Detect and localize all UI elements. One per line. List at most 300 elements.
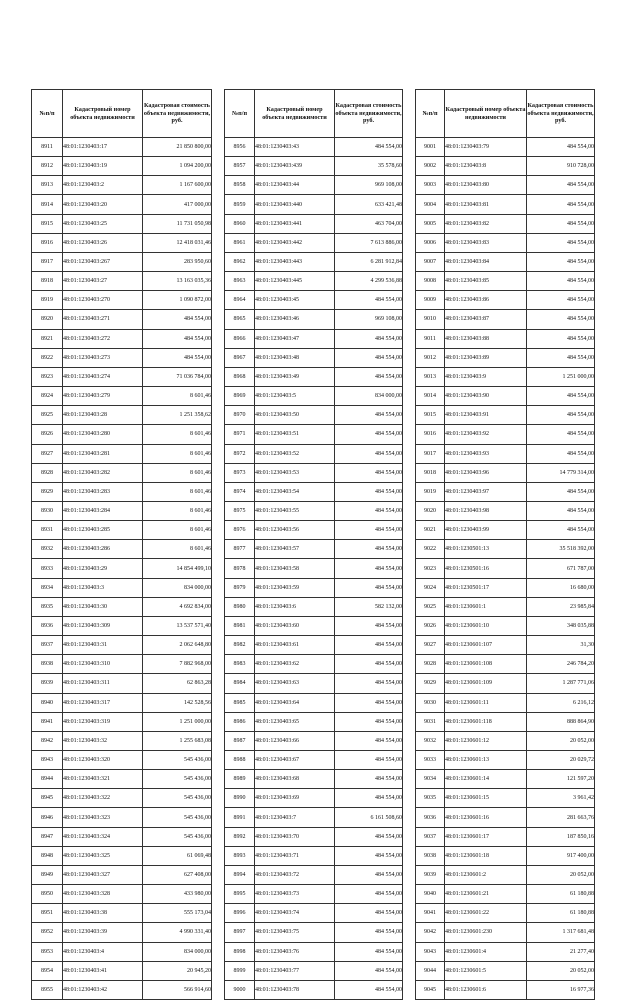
- cadastral-number: 48:01:1230403:96: [445, 463, 527, 482]
- table-row: [32, 808, 212, 827]
- cadastral-value: 484 554,00: [527, 138, 595, 157]
- table-row: [225, 176, 403, 195]
- cadastral-table-left: [31, 89, 212, 1000]
- cadastral-number: 48:01:1230403:93: [445, 444, 527, 463]
- cadastral-value: 7 882 968,00: [143, 655, 212, 674]
- row-number: 9020: [416, 501, 445, 520]
- cadastral-number: 48:01:1230403:73: [255, 885, 335, 904]
- cadastral-value: 627 408,00: [143, 865, 212, 884]
- cadastral-number: 48:01:1230403:4: [63, 942, 143, 961]
- row-number: 8963: [225, 272, 255, 291]
- cadastral-number: 48:01:1230403:79: [445, 138, 527, 157]
- table-row: [225, 501, 403, 520]
- row-number: 8949: [32, 865, 63, 884]
- cadastral-number: 48:01:1230403:32: [63, 731, 143, 750]
- cadastral-number: 48:01:1230601:4: [445, 942, 527, 961]
- row-number: 8999: [225, 961, 255, 980]
- table-row: [416, 521, 595, 540]
- cadastral-value: 566 914,60: [143, 980, 212, 999]
- cadastral-number: 48:01:1230601:17: [445, 827, 527, 846]
- cadastral-value: 969 108,00: [335, 310, 403, 329]
- table-row: [225, 751, 403, 770]
- table-row: [32, 252, 212, 271]
- cadastral-value: 4 299 536,88: [335, 272, 403, 291]
- row-number: 8943: [32, 751, 63, 770]
- table-row: [225, 597, 403, 616]
- table-row: [32, 291, 212, 310]
- cadastral-value: 484 554,00: [335, 291, 403, 310]
- table-row: [32, 827, 212, 846]
- cadastral-value: 484 554,00: [335, 406, 403, 425]
- table-row: [225, 827, 403, 846]
- row-number: 8959: [225, 195, 255, 214]
- cadastral-number: 48:01:1230403:327: [63, 865, 143, 884]
- row-number: 9037: [416, 827, 445, 846]
- cadastral-number: 48:01:1230403:88: [445, 329, 527, 348]
- cadastral-value: 61 180,88: [527, 885, 595, 904]
- table-row: [225, 540, 403, 559]
- table-row: [225, 674, 403, 693]
- row-number: 8941: [32, 712, 63, 731]
- cadastral-value: 484 554,00: [335, 425, 403, 444]
- table-row: [416, 865, 595, 884]
- cadastral-number: 48:01:1230403:97: [445, 482, 527, 501]
- cadastral-value: 6 161 508,60: [335, 808, 403, 827]
- cadastral-number: 48:01:1230403:65: [255, 712, 335, 731]
- row-number: 8916: [32, 233, 63, 252]
- cadastral-value: 8 601,46: [143, 387, 212, 406]
- cadastral-number: 48:01:1230403:272: [63, 329, 143, 348]
- table-row: [225, 387, 403, 406]
- row-number: 8934: [32, 578, 63, 597]
- table-row: [416, 367, 595, 386]
- table-row: [32, 751, 212, 770]
- cadastral-value: 21 850 800,00: [143, 138, 212, 157]
- row-number: 8966: [225, 329, 255, 348]
- row-number: 9026: [416, 616, 445, 635]
- table-row: [32, 693, 212, 712]
- table-row: [225, 482, 403, 501]
- table-row: [416, 674, 595, 693]
- table-row: [32, 540, 212, 559]
- cadastral-value: 8 601,46: [143, 463, 212, 482]
- cadastral-value: 281 663,76: [527, 808, 595, 827]
- table-row: [416, 597, 595, 616]
- row-number: 9033: [416, 751, 445, 770]
- row-number: 9021: [416, 521, 445, 540]
- cadastral-value: 484 554,00: [143, 348, 212, 367]
- row-number: 8968: [225, 367, 255, 386]
- cadastral-value: 484 554,00: [335, 865, 403, 884]
- row-number: 9025: [416, 597, 445, 616]
- cadastral-value: 545 436,00: [143, 770, 212, 789]
- header-cadastral-value: Кадастровая стоимость объекта недвижимости, руб.: [143, 90, 212, 138]
- table-row: [416, 291, 595, 310]
- row-number: 9001: [416, 138, 445, 157]
- cadastral-value: 14 779 314,00: [527, 463, 595, 482]
- table-row: [225, 578, 403, 597]
- row-number: 8925: [32, 406, 63, 425]
- cadastral-number: 48:01:1230601:107: [445, 636, 527, 655]
- table-row: [416, 272, 595, 291]
- cadastral-value: 484 554,00: [335, 616, 403, 635]
- cadastral-value: 484 554,00: [527, 387, 595, 406]
- table-row: [416, 770, 595, 789]
- row-number: 8940: [32, 693, 63, 712]
- cadastral-value: 834 000,00: [143, 942, 212, 961]
- cadastral-value: 633 421,48: [335, 195, 403, 214]
- row-number: 8977: [225, 540, 255, 559]
- cadastral-value: 12 418 031,46: [143, 233, 212, 252]
- cadastral-value: 484 554,00: [335, 904, 403, 923]
- cadastral-number: 48:01:1230403:54: [255, 482, 335, 501]
- cadastral-number: 48:01:1230403:443: [255, 252, 335, 271]
- table-row: [416, 961, 595, 980]
- cadastral-value: 917 400,00: [527, 846, 595, 865]
- cadastral-value: 433 980,00: [143, 885, 212, 904]
- row-number: 8930: [32, 501, 63, 520]
- cadastral-value: 20 052,00: [527, 731, 595, 750]
- cadastral-number: 48:01:1230403:270: [63, 291, 143, 310]
- table-row: [416, 923, 595, 942]
- cadastral-value: 1 090 872,00: [143, 291, 212, 310]
- row-number: 9044: [416, 961, 445, 980]
- cadastral-number: 48:01:1230403:57: [255, 540, 335, 559]
- cadastral-number: 48:01:1230601:118: [445, 712, 527, 731]
- cadastral-number: 48:01:1230403:3: [63, 578, 143, 597]
- cadastral-value: 1 167 600,00: [143, 176, 212, 195]
- cadastral-number: 48:01:1230403:284: [63, 501, 143, 520]
- table-row: [416, 808, 595, 827]
- row-number: 8991: [225, 808, 255, 827]
- cadastral-value: 16 977,36: [527, 980, 595, 999]
- row-number: 8994: [225, 865, 255, 884]
- table-row: [225, 942, 403, 961]
- cadastral-number: 48:01:1230403:92: [445, 425, 527, 444]
- cadastral-number: 48:01:1230403:42: [63, 980, 143, 999]
- table-row: [225, 885, 403, 904]
- cadastral-value: 62 863,28: [143, 674, 212, 693]
- cadastral-number: 48:01:1230403:71: [255, 846, 335, 865]
- row-number: 8988: [225, 751, 255, 770]
- table-row: [416, 329, 595, 348]
- cadastral-number: 48:01:1230403:283: [63, 482, 143, 501]
- cadastral-value: 484 554,00: [335, 559, 403, 578]
- row-number: 9024: [416, 578, 445, 597]
- cadastral-value: 484 554,00: [527, 329, 595, 348]
- cadastral-value: 484 554,00: [335, 367, 403, 386]
- cadastral-number: 48:01:1230403:51: [255, 425, 335, 444]
- cadastral-value: 969 108,00: [335, 176, 403, 195]
- row-number: 8989: [225, 770, 255, 789]
- row-number: 8996: [225, 904, 255, 923]
- cadastral-number: 48:01:1230403:41: [63, 961, 143, 980]
- cadastral-value: 484 554,00: [527, 425, 595, 444]
- row-number: 9015: [416, 406, 445, 425]
- cadastral-value: 1 317 681,48: [527, 923, 595, 942]
- table-row: [32, 980, 212, 999]
- table-row: [225, 636, 403, 655]
- cadastral-number: 48:01:1230403:320: [63, 751, 143, 770]
- cadastral-number: 48:01:1230501:16: [445, 559, 527, 578]
- cadastral-number: 48:01:1230403:17: [63, 138, 143, 157]
- cadastral-number: 48:01:1230403:440: [255, 195, 335, 214]
- row-number: 8935: [32, 597, 63, 616]
- cadastral-number: 48:01:1230403:30: [63, 597, 143, 616]
- cadastral-value: 484 554,00: [335, 827, 403, 846]
- row-number: 8936: [32, 616, 63, 635]
- cadastral-number: 48:01:1230403:25: [63, 214, 143, 233]
- cadastral-value: 1 094 200,00: [143, 157, 212, 176]
- table-row: [32, 578, 212, 597]
- row-number: 8973: [225, 463, 255, 482]
- cadastral-number: 48:01:1230403:28: [63, 406, 143, 425]
- table-row: [416, 252, 595, 271]
- table-row: [225, 463, 403, 482]
- row-number: 8913: [32, 176, 63, 195]
- header-number: №п/п: [32, 90, 63, 138]
- cadastral-value: 4 990 331,40: [143, 923, 212, 942]
- table-row: [416, 885, 595, 904]
- cadastral-number: 48:01:1230601:5: [445, 961, 527, 980]
- cadastral-value: 20 052,00: [527, 961, 595, 980]
- row-number: 8947: [32, 827, 63, 846]
- table-row: [225, 693, 403, 712]
- cadastral-value: 484 554,00: [527, 272, 595, 291]
- cadastral-number: 48:01:1230601:2: [445, 865, 527, 884]
- cadastral-value: 7 613 886,00: [335, 233, 403, 252]
- cadastral-number: 48:01:1230403:69: [255, 789, 335, 808]
- table-row: [416, 176, 595, 195]
- table-row: [225, 904, 403, 923]
- table-row: [225, 367, 403, 386]
- row-number: 9036: [416, 808, 445, 827]
- table-row: [416, 463, 595, 482]
- row-number: 8961: [225, 233, 255, 252]
- cadastral-value: 16 680,00: [527, 578, 595, 597]
- table-row: [225, 616, 403, 635]
- cadastral-value: 35 518 392,00: [527, 540, 595, 559]
- row-number: 8951: [32, 904, 63, 923]
- cadastral-number: 48:01:1230601:109: [445, 674, 527, 693]
- cadastral-number: 48:01:1230403:43: [255, 138, 335, 157]
- cadastral-value: 20 029,72: [527, 751, 595, 770]
- row-number: 8915: [32, 214, 63, 233]
- cadastral-number: 48:01:1230403:323: [63, 808, 143, 827]
- table-row: [416, 712, 595, 731]
- cadastral-number: 48:01:1230403:2: [63, 176, 143, 195]
- row-number: 8911: [32, 138, 63, 157]
- cadastral-number: 48:01:1230403:441: [255, 214, 335, 233]
- cadastral-value: 484 554,00: [335, 751, 403, 770]
- cadastral-number: 48:01:1230403:6: [255, 597, 335, 616]
- table-row: [225, 195, 403, 214]
- table-row: [32, 712, 212, 731]
- cadastral-value: 555 173,04: [143, 904, 212, 923]
- table-row: [32, 923, 212, 942]
- cadastral-value: 31,30: [527, 636, 595, 655]
- table-row: [32, 310, 212, 329]
- table-row: [416, 138, 595, 157]
- row-number: 8964: [225, 291, 255, 310]
- row-number: 8975: [225, 501, 255, 520]
- table-header-row: [32, 90, 212, 138]
- table-row: [225, 789, 403, 808]
- cadastral-number: 48:01:1230601:15: [445, 789, 527, 808]
- table-row: [225, 291, 403, 310]
- cadastral-number: 48:01:1230403:61: [255, 636, 335, 655]
- cadastral-number: 48:01:1230601:18: [445, 846, 527, 865]
- cadastral-value: 484 554,00: [335, 578, 403, 597]
- cadastral-number: 48:01:1230403:53: [255, 463, 335, 482]
- row-number: 8953: [32, 942, 63, 961]
- row-number: 8992: [225, 827, 255, 846]
- header-cadastral-value: Кадастровая стоимость объекта недвижимости, руб.: [335, 90, 403, 138]
- row-number: 8922: [32, 348, 63, 367]
- cadastral-value: 484 554,00: [527, 521, 595, 540]
- cadastral-number: 48:01:1230403:74: [255, 904, 335, 923]
- row-number: 8952: [32, 923, 63, 942]
- cadastral-number: 48:01:1230601:22: [445, 904, 527, 923]
- row-number: 8981: [225, 616, 255, 635]
- row-number: 8950: [32, 885, 63, 904]
- cadastral-number: 48:01:1230403:52: [255, 444, 335, 463]
- cadastral-value: 8 601,46: [143, 482, 212, 501]
- row-number: 9012: [416, 348, 445, 367]
- table-row: [225, 808, 403, 827]
- cadastral-number: 48:01:1230403:445: [255, 272, 335, 291]
- cadastral-number: 48:01:1230403:80: [445, 176, 527, 195]
- cadastral-number: 48:01:1230403:328: [63, 885, 143, 904]
- cadastral-number: 48:01:1230403:76: [255, 942, 335, 961]
- cadastral-number: 48:01:1230601:1: [445, 597, 527, 616]
- cadastral-value: 13 537 571,40: [143, 616, 212, 635]
- cadastral-number: 48:01:1230403:84: [445, 252, 527, 271]
- cadastral-number: 48:01:1230403:20: [63, 195, 143, 214]
- table-row: [32, 789, 212, 808]
- row-number: 8962: [225, 252, 255, 271]
- cadastral-value: 20 945,20: [143, 961, 212, 980]
- row-number: 8965: [225, 310, 255, 329]
- cadastral-value: 8 601,46: [143, 425, 212, 444]
- table-row: [225, 406, 403, 425]
- table-row: [416, 214, 595, 233]
- table-row: [32, 770, 212, 789]
- row-number: 8917: [32, 252, 63, 271]
- cadastral-value: 484 554,00: [527, 176, 595, 195]
- table-row: [32, 904, 212, 923]
- cadastral-number: 48:01:1230403:267: [63, 252, 143, 271]
- cadastral-number: 48:01:1230403:274: [63, 367, 143, 386]
- cadastral-number: 48:01:1230403:64: [255, 693, 335, 712]
- cadastral-number: 48:01:1230403:26: [63, 233, 143, 252]
- row-number: 8924: [32, 387, 63, 406]
- cadastral-value: 1 251 000,00: [143, 712, 212, 731]
- cadastral-number: 48:01:1230403:44: [255, 176, 335, 195]
- row-number: 8929: [32, 482, 63, 501]
- cadastral-number: 48:01:1230601:14: [445, 770, 527, 789]
- cadastral-number: 48:01:1230403:273: [63, 348, 143, 367]
- cadastral-number: 48:01:1230501:17: [445, 578, 527, 597]
- row-number: 8921: [32, 329, 63, 348]
- table-row: [416, 540, 595, 559]
- cadastral-number: 48:01:1230403:62: [255, 655, 335, 674]
- cadastral-value: 484 554,00: [335, 789, 403, 808]
- table-row: [416, 387, 595, 406]
- table-row: [32, 406, 212, 425]
- table-row: [416, 904, 595, 923]
- cadastral-value: 463 704,00: [335, 214, 403, 233]
- table-row: [32, 655, 212, 674]
- header-number: №п/п: [225, 90, 255, 138]
- row-number: 8937: [32, 636, 63, 655]
- table-row: [32, 865, 212, 884]
- row-number: 8948: [32, 846, 63, 865]
- cadastral-number: 48:01:1230403:60: [255, 616, 335, 635]
- row-number: 8919: [32, 291, 63, 310]
- table-row: [32, 444, 212, 463]
- cadastral-number: 48:01:1230403:38: [63, 904, 143, 923]
- cadastral-value: 484 554,00: [335, 138, 403, 157]
- cadastral-number: 48:01:1230403:27: [63, 272, 143, 291]
- row-number: 9030: [416, 693, 445, 712]
- table-row: [416, 578, 595, 597]
- table-row: [416, 655, 595, 674]
- cadastral-value: 23 985,84: [527, 597, 595, 616]
- row-number: 9000: [225, 980, 255, 999]
- table-row: [32, 521, 212, 540]
- header-cadastral-number: Кадастровый номер объекта недвижимости: [255, 90, 335, 138]
- row-number: 9018: [416, 463, 445, 482]
- cadastral-value: 121 597,20: [527, 770, 595, 789]
- table-row: [225, 272, 403, 291]
- cadastral-number: 48:01:1230403:319: [63, 712, 143, 731]
- table-row: [225, 444, 403, 463]
- cadastral-number: 48:01:1230403:279: [63, 387, 143, 406]
- cadastral-number: 48:01:1230403:9: [445, 367, 527, 386]
- table-row: [416, 616, 595, 635]
- table-row: [225, 214, 403, 233]
- cadastral-number: 48:01:1230601:6: [445, 980, 527, 999]
- cadastral-value: 484 554,00: [335, 942, 403, 961]
- table-row: [32, 425, 212, 444]
- table-row: [225, 770, 403, 789]
- cadastral-number: 48:01:1230403:439: [255, 157, 335, 176]
- table-row: [416, 195, 595, 214]
- cadastral-number: 48:01:1230403:7: [255, 808, 335, 827]
- row-number: 9005: [416, 214, 445, 233]
- table-row: [225, 846, 403, 865]
- table-row: [225, 961, 403, 980]
- cadastral-number: 48:01:1230403:72: [255, 865, 335, 884]
- row-number: 8984: [225, 674, 255, 693]
- table-row: [225, 329, 403, 348]
- row-number: 9019: [416, 482, 445, 501]
- table-row: [32, 214, 212, 233]
- table-row: [225, 731, 403, 750]
- cadastral-value: 484 554,00: [527, 348, 595, 367]
- cadastral-value: 484 554,00: [527, 214, 595, 233]
- cadastral-value: 348 035,88: [527, 616, 595, 635]
- cadastral-number: 48:01:1230403:324: [63, 827, 143, 846]
- row-number: 8970: [225, 406, 255, 425]
- row-number: 9027: [416, 636, 445, 655]
- row-number: 9008: [416, 272, 445, 291]
- row-number: 8931: [32, 521, 63, 540]
- cadastral-number: 48:01:1230403:90: [445, 387, 527, 406]
- cadastral-number: 48:01:1230403:317: [63, 693, 143, 712]
- cadastral-value: 21 277,40: [527, 942, 595, 961]
